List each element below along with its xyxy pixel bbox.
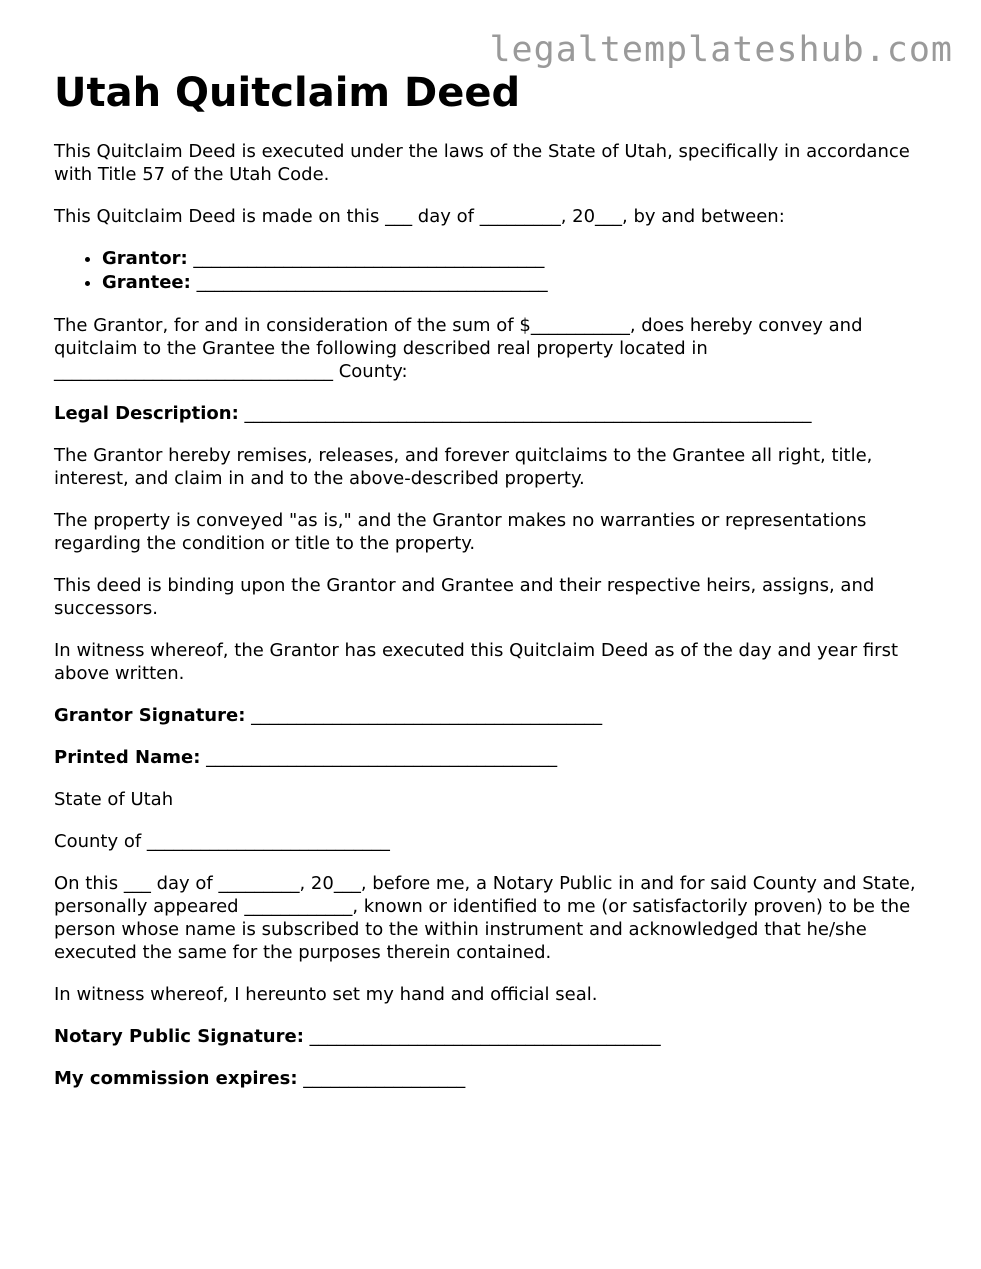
page-title: Utah Quitclaim Deed (54, 70, 521, 116)
grantor-witness-paragraph: In witness whereof, the Grantor has executed this Quitclaim Deed as of the day and year first above written. (54, 640, 899, 684)
printed-name-field (54, 746, 944, 769)
legal-description-field (54, 402, 944, 425)
consideration-paragraph: The Grantor, for and in consideration of the sum of $___________, does hereby convey and quitclaim to the Grantee the following described real property located in _______________________________ County: (54, 315, 863, 382)
notary-acknowledgment-paragraph: On this ___ day of _________, 20___, before me, a Notary Public in and for said County and State, personally appeared ____________, known or identified to me (or satisfactorily proven) to be the person whose name is subscribed to the within instrument and acknowledged that he/she executed the same for the purposes therein contained. (54, 873, 916, 963)
notary-signature-label: Notary Public Signature: (54, 1026, 304, 1047)
list-item-grantee (102, 271, 944, 295)
state-line: State of Utah (54, 789, 174, 810)
list-item-grantor (102, 247, 944, 271)
remises-paragraph: The Grantor hereby remises, releases, and forever quitclaims to the Grantee all right, title, interest, and claim in and to the above-described property. (54, 445, 873, 489)
made-on-paragraph: This Quitclaim Deed is made on this ___ day of _________, 20___, by and between: (54, 206, 785, 227)
grantee-label: Grantee: (102, 272, 191, 293)
grantee-blank: _______________________________________ (196, 272, 548, 293)
notary-signature-field (54, 1025, 944, 1048)
grantor-signature-blank: _______________________________________ (251, 705, 603, 726)
legal-description-label: Legal Description: (54, 403, 239, 424)
printed-name-blank: _______________________________________ (206, 747, 558, 768)
notary-signature-blank: _______________________________________ (309, 1026, 661, 1047)
printed-name-label: Printed Name: (54, 747, 201, 768)
commission-expires-label: My commission expires: (54, 1068, 298, 1089)
grantor-signature-field (54, 704, 944, 727)
as-is-paragraph: The property is conveyed "as is," and the Grantor makes no warranties or representations regarding the condition or title to the property. (54, 510, 867, 554)
binding-paragraph: This deed is binding upon the Grantor and Grantee and their respective heirs, assigns, and successors. (54, 575, 875, 619)
grantor-signature-label: Grantor Signature: (54, 705, 246, 726)
county-line: County of ___________________________ (54, 831, 390, 852)
grantor-label: Grantor: (102, 248, 188, 269)
legal-description-blank: _______________________________________________________________ (244, 403, 812, 424)
watermark: legaltemplateshub.com (489, 30, 953, 70)
document-body (54, 70, 944, 1109)
intro-paragraph: This Quitclaim Deed is executed under the laws of the State of Utah, specifically in accordance with Title 57 of the Utah Code. (54, 141, 910, 185)
notary-witness-paragraph: In witness whereof, I hereunto set my hand and official seal. (54, 984, 598, 1005)
commission-expires-blank: __________________ (303, 1068, 466, 1089)
commission-expires-field (54, 1067, 944, 1090)
parties-list (54, 247, 944, 295)
grantor-blank: _______________________________________ (193, 248, 545, 269)
